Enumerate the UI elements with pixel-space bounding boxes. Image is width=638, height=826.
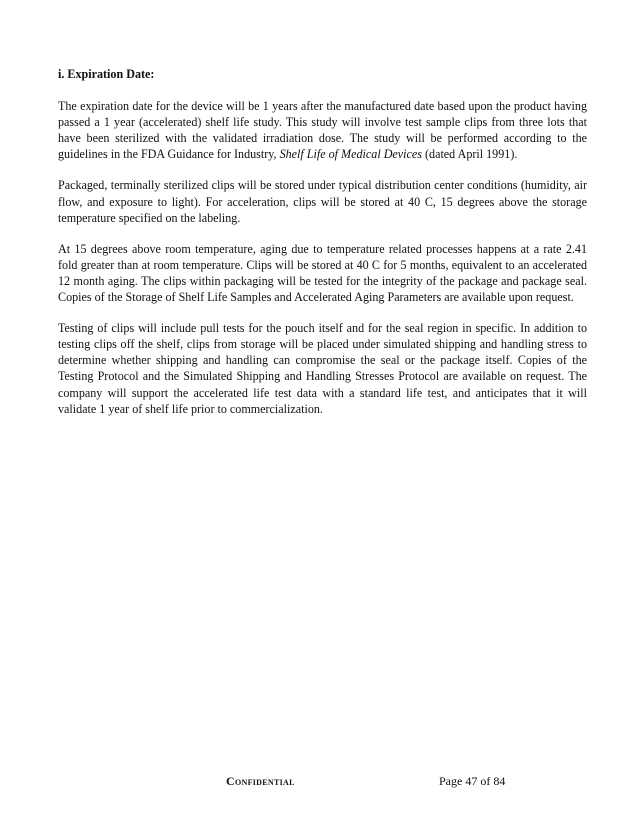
page-content (58, 66, 587, 432)
paragraph-testing: Testing of clips will include pull tests for the pouch itself and for the seal region in specific. In addition to testing clips off the shelf, clips from storage will be placed under simulated shipping and handling stress to determine whether shipping and handling can compromise the seal or the package itself. Copies of the Testing Protocol and the Simulated Shipping and Handling Stresses Protocol are available on request. The company will support the accelerated life test data with a standard life test, and anticipates that it will validate 1 year of shelf life prior to commercialization. (58, 321, 587, 416)
paragraph-storage-conditions: Packaged, terminally sterilized clips will be stored under typical distribution center conditions (humidity, air flow, and exposure to light). For acceleration, clips will be stored at 40 C, 15 degrees above the storage temperature specified on the labeling. (58, 178, 587, 225)
confidential-label: Confidential (226, 774, 295, 788)
guidance-title: Shelf Life of Medical Devices (279, 147, 422, 162)
page-number: Page 47 of 84 (439, 774, 506, 788)
section-heading: i. Expiration Date: (58, 67, 155, 81)
paragraph-expiration-overview (58, 98, 587, 162)
paragraph-accelerated-aging: At 15 degrees above room temperature, aging due to temperature related processes happens at a rate 2.41 fold greater than at room temperature. Clips will be stored at 40 C for 5 months, equivalent to an accelerated 12 month aging. The clips within packaging will be tested for the integrity of the package and package seal. Copies of the Storage of Shelf Life Samples and Accelerated Aging Parameters are available upon request. (58, 241, 587, 305)
paragraph-text: (dated April 1991). (421, 147, 518, 162)
paragraph-text: The expiration date for the device will be 1 years after the manufactured date based upon the product having passed a 1 year (accelerated) shelf life study. This study will involve test sample clips from three lots that have been sterilized with the validated irradiation dose. The study will be performed according to the guidelines in the FDA Guidance for Industry, (58, 99, 587, 162)
